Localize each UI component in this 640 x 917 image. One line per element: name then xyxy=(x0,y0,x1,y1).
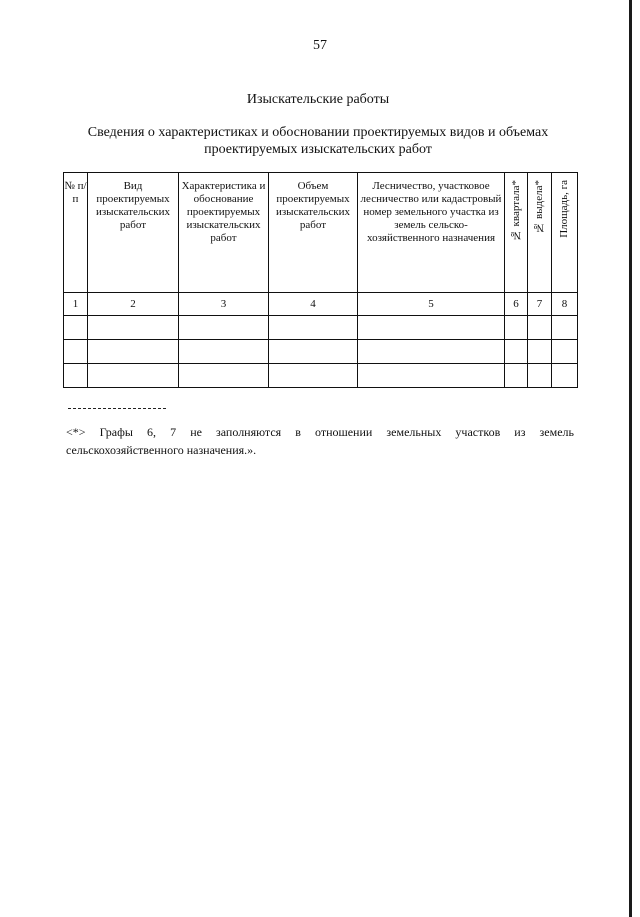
column-number: 5 xyxy=(358,293,505,316)
table-cell xyxy=(358,316,505,340)
table-caption: Сведения о характеристиках и обосновании проектируемых видов и объемах проектируемых изыскательских работ xyxy=(87,125,549,157)
empty-rows xyxy=(64,316,578,388)
footnote-line: сельскохозяйственного назначения.». xyxy=(66,443,257,457)
column-number: 3 xyxy=(179,293,269,316)
column-number: 2 xyxy=(88,293,179,316)
column-number: 8 xyxy=(552,293,578,316)
table-row xyxy=(64,340,578,364)
table-cell xyxy=(269,340,358,364)
section-title: Изыскательские работы xyxy=(246,92,390,107)
footnote xyxy=(66,423,574,459)
header-cell-label: Площадь, га xyxy=(558,180,570,238)
column-number-row xyxy=(64,293,578,316)
header-cell-label: № выдела* xyxy=(533,180,545,234)
column-number: 1 xyxy=(64,293,88,316)
header-row xyxy=(64,173,578,293)
table-cell xyxy=(179,316,269,340)
table-cell xyxy=(528,364,552,388)
works-table xyxy=(63,172,578,388)
column-number: 7 xyxy=(528,293,552,316)
table-row xyxy=(64,316,578,340)
table-cell xyxy=(528,316,552,340)
page-edge xyxy=(629,0,632,917)
table-cell xyxy=(88,340,179,364)
header-cell-label: № квартала* xyxy=(509,180,522,242)
header-cell xyxy=(505,173,528,293)
table-cell xyxy=(552,364,578,388)
column-number: 6 xyxy=(505,293,528,316)
table-cell xyxy=(505,316,528,340)
header-cell: № п/п xyxy=(64,173,88,293)
footnote-divider xyxy=(68,408,166,409)
table-cell xyxy=(505,340,528,364)
table-cell xyxy=(505,364,528,388)
table-cell xyxy=(358,364,505,388)
header-cell: Характеристика и обоснование проектируемых изыскательских работ xyxy=(179,173,269,293)
footnote-line: <*> Графы 6, 7 не заполняются в отношении земельных участков из земель xyxy=(66,425,574,439)
table-cell xyxy=(358,340,505,364)
table-cell xyxy=(64,340,88,364)
table-cell xyxy=(88,364,179,388)
column-number: 4 xyxy=(269,293,358,316)
header-cell xyxy=(552,173,578,293)
table-cell xyxy=(552,316,578,340)
table-cell xyxy=(179,340,269,364)
header-cell: Лесничество, участковое лесничество или кадастровый номер земельного участка из земель сельско-хозяйственного назначения xyxy=(358,173,505,293)
table-cell xyxy=(269,316,358,340)
table-cell xyxy=(528,340,552,364)
table-row xyxy=(64,364,578,388)
table-cell xyxy=(269,364,358,388)
table-cell xyxy=(88,316,179,340)
table-cell xyxy=(552,340,578,364)
table-cell xyxy=(64,364,88,388)
header-cell xyxy=(528,173,552,293)
header-cell: Вид проектируемых изыскательских работ xyxy=(88,173,179,293)
header-cell: Объем проектируемых изыскательских работ xyxy=(269,173,358,293)
table-cell xyxy=(179,364,269,388)
table-cell xyxy=(64,316,88,340)
page-number: 57 xyxy=(313,38,327,53)
